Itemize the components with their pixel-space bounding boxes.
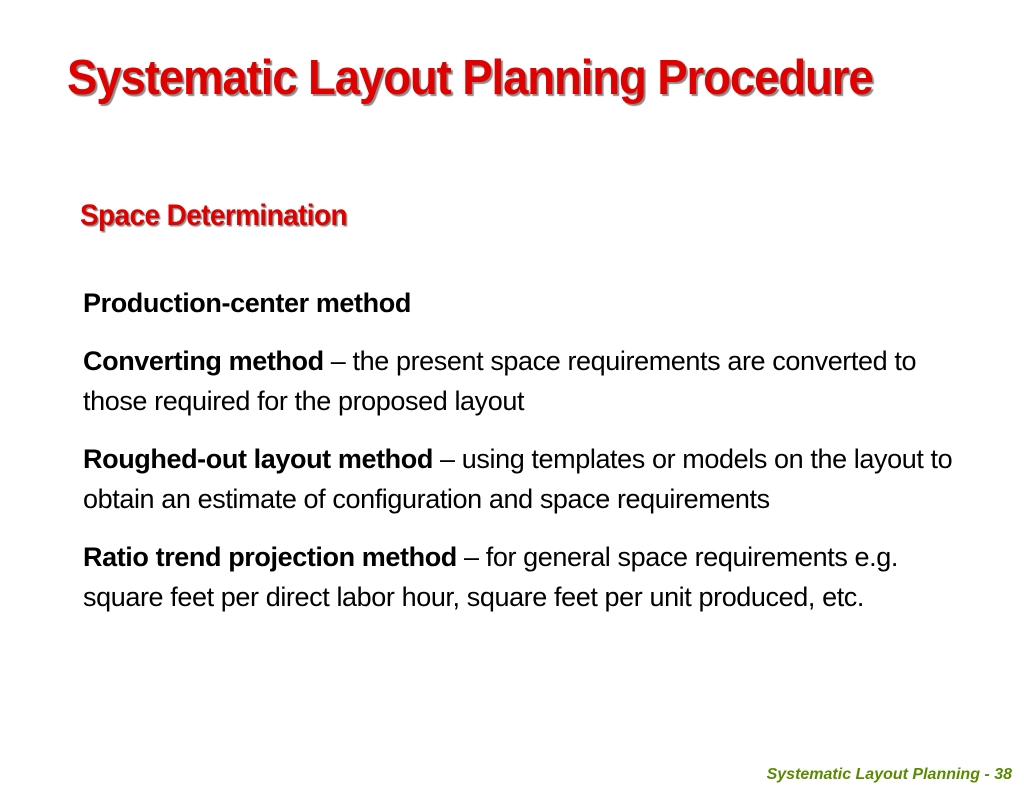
method-item-ratio-trend-projection [83,537,963,617]
method-item-production-center [83,283,963,323]
method-description: – using templates or models on the layout to obtain an estimate of configuration and space requirements [83,444,953,514]
method-item-roughed-out-layout [83,439,963,519]
method-description: – for general space requirements e.g. square feet per direct labor hour, square feet per unit produced, etc. [83,542,898,612]
method-term: Converting method [83,346,324,376]
content-body [83,283,963,635]
method-term: Production-center method [83,288,411,318]
slide-footer: Systematic Layout Planning - 38 [766,766,1012,783]
method-term: Ratio trend projection method [83,542,457,572]
method-description: – the present space requirements are converted to those required for the proposed layout [83,346,917,416]
method-term: Roughed-out layout method [83,444,433,474]
section-heading: Space Determination [80,199,347,232]
method-item-converting [83,341,963,421]
slide-title: Systematic Layout Planning Procedure [67,51,873,105]
